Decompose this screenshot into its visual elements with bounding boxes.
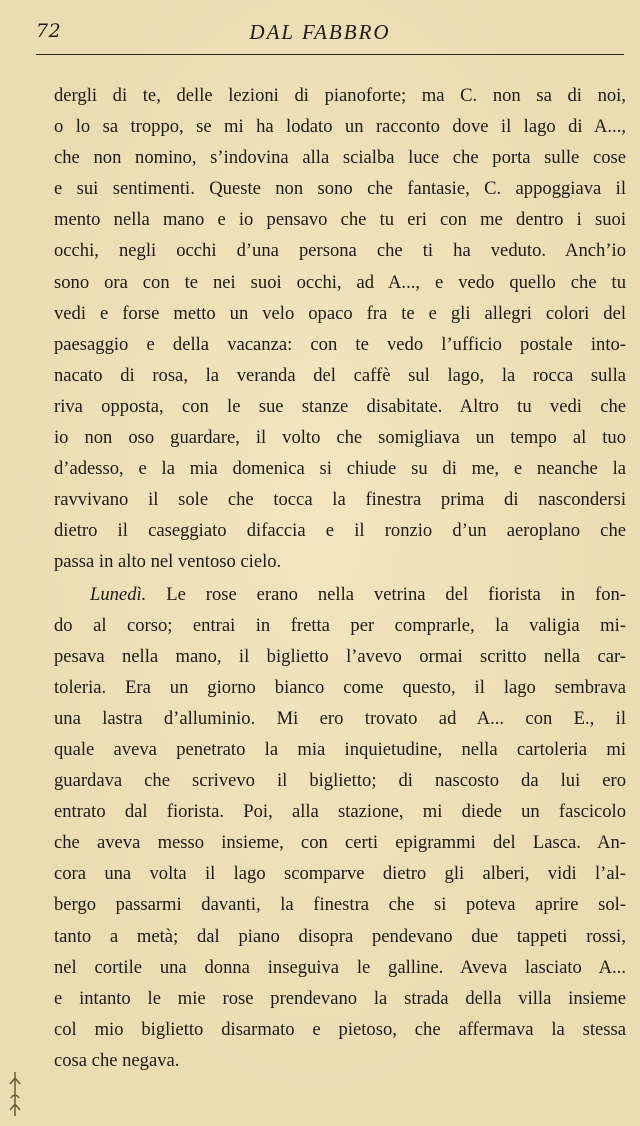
text-line: dergli di te, delle lezioni di pianoforte; ma C. non sa di noi,: [54, 85, 626, 106]
text-line: o lo sa troppo, se mi ha lodato un racconto dove il lago di A...,: [54, 116, 626, 138]
text-line: quale aveva penetrato la mia inquietudine, nella cartoleria mi: [54, 738, 626, 760]
paragraph: [54, 80, 626, 578]
text-line: cora una volta il lago scomparve dietro gli alberi, vidi l’al-: [54, 863, 626, 885]
text-line: una lastra d’alluminio. Mi ero trovato ad A... con E., il: [54, 707, 626, 729]
day-heading: Lunedì.: [90, 583, 147, 605]
text-line: che non nomino, s’indovina alla scialba luce che porta sulle cose: [54, 147, 626, 169]
text-line: passa in alto nel ventoso cielo.: [54, 551, 282, 573]
text-line: occhi, negli occhi d’una persona che ti ha veduto. Anch’io: [54, 240, 626, 262]
text-line: e intanto le mie rose prendevano la strada della villa insieme: [54, 987, 626, 1009]
text-line: sono ora con te nei suoi occhi, ad A..., e vedo quello che tu: [54, 271, 626, 293]
text-line: io non oso guardare, il volto che somigliava un tempo al tuo: [54, 427, 626, 449]
running-head: DAL FABBRO: [249, 20, 391, 44]
text-line: bergo passarmi davanti, la finestra che si poteva aprire sol-: [54, 894, 626, 916]
page-number: 72: [36, 20, 62, 42]
text-line: ravvivano il sole che tocca la finestra prima di nascondersi: [54, 489, 626, 511]
text-line: entrato dal fiorista. Poi, alla stazione, mi diede un fascicolo: [54, 801, 626, 823]
page-header: [0, 14, 640, 54]
text-line: cosa che negava.: [54, 1049, 180, 1071]
margin-ornament-icon: [6, 1070, 24, 1118]
paragraph: [54, 579, 626, 1077]
text-line: vedi e forse metto un velo opaco fra te e gli allegri colori del: [54, 302, 626, 324]
text-fragment: Le rose erano nella vetrina del fiorista in fon-: [146, 583, 626, 605]
text-line: pesava nella mano, il biglietto l’avevo ormai scritto nella car-: [54, 645, 626, 667]
text-line: che aveva messo insieme, con certi epigrammi del Lasca. An-: [54, 832, 626, 854]
text-line: [54, 579, 626, 610]
text-line: tanto a metà; dal piano disopra pendevano due tappeti rossi,: [54, 925, 626, 947]
text-line: guardava che scrivevo il biglietto; di nascosto da lui ero: [54, 770, 626, 792]
text-line: paesaggio e della vacanza: con te vedo l’ufficio postale into-: [54, 333, 626, 355]
text-line: riva opposta, con le sue stanze disabitate. Altro tu vedi che: [54, 395, 626, 417]
text-line: dietro il caseggiato difaccia e il ronzio d’un aeroplano che: [54, 520, 626, 542]
text-line: do al corso; entrai in fretta per comprarle, la valigia mi-: [54, 614, 626, 636]
text-line: col mio biglietto disarmato e pietoso, che affermava la stessa: [54, 1018, 626, 1040]
text-line: mento nella mano e io pensavo che tu eri con me dentro i suoi: [54, 209, 626, 231]
header-rule: [36, 54, 624, 55]
text-line: nel cortile una donna inseguiva le galline. Aveva lasciato A...: [54, 956, 626, 978]
text-line: toleria. Era un giorno bianco come questo, il lago sembrava: [54, 676, 626, 698]
text-line: e sui sentimenti. Queste non sono che fantasie, C. appoggiava il: [54, 178, 626, 200]
body-text: [54, 80, 626, 1076]
text-line: d’adesso, e la mia domenica si chiude su di me, e neanche la: [54, 458, 626, 480]
text-line: nacato di rosa, la veranda del caffè sul lago, la rocca sulla: [54, 364, 626, 386]
